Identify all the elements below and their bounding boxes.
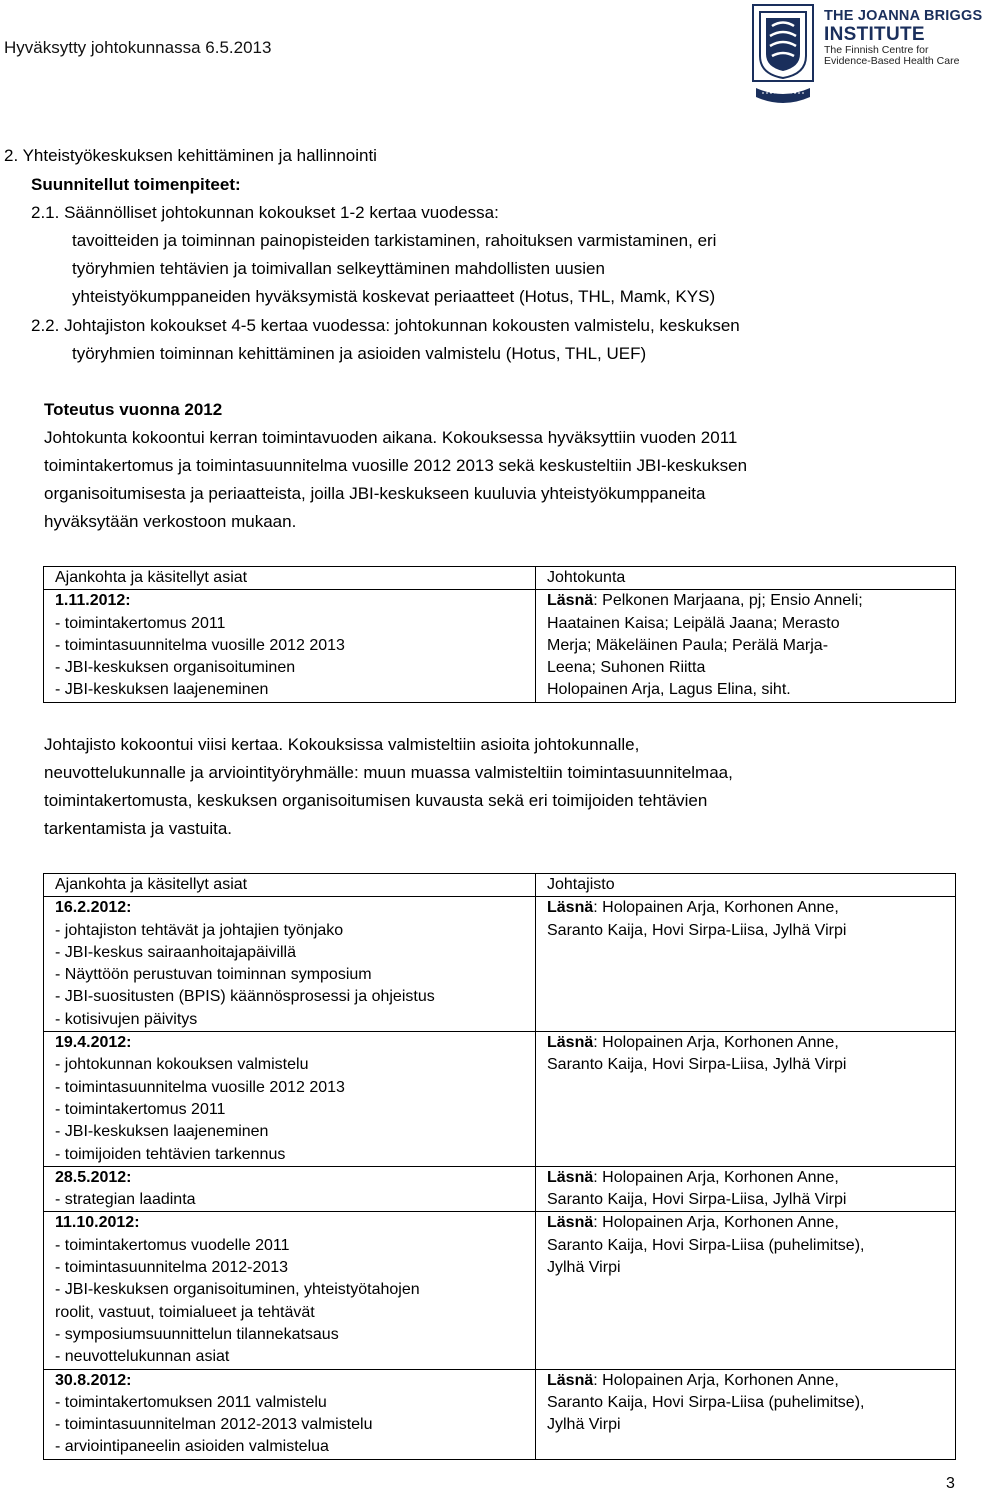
agenda-item: - Näyttöön perustuvan toiminnan symposium [55,966,372,984]
meeting-date: 11.10.2012: [55,1214,140,1232]
attendees-cell [536,590,956,702]
attendees-cell [536,1032,956,1167]
meeting-agenda-cell [44,1369,536,1459]
meeting-agenda-cell [44,897,536,1032]
approval-note: Hyväksytty johtokunnassa 6.5.2013 [4,38,272,57]
attendees-line: Holopainen Arja, Lagus Elina, siht. [547,681,791,699]
attendees-line: Saranto Kaija, Hovi Sirpa-Liisa, Jylhä Virpi [547,921,847,939]
agenda-item: - toimintasuunnitelma vuosille 2012 2013 [55,636,345,654]
agenda-item: - toimintakertomus 2011 [55,1100,226,1118]
results-paragraph-line: neuvottelukunnalle ja arviointityöryhmälle: muun muassa valmisteltiin toimintasuunnitelmaa, [44,763,733,782]
agenda-item: - neuvottelukunnan asiat [55,1348,230,1366]
attendees-cell [536,1369,956,1459]
meeting-agenda-cell [44,1032,536,1167]
agenda-item: - JBI-keskuksen laajeneminen [55,1123,269,1141]
meeting-agenda-cell [44,590,536,702]
page-number: 3 [946,1475,955,1492]
attendees-line: Saranto Kaija, Hovi Sirpa-Liisa, Jylhä Virpi [547,1191,847,1209]
plan-item-2-1-line: työryhmien tehtävien ja toimivallan selkeyttäminen mahdollisten uusien [72,259,605,278]
management-meetings-table [43,873,956,1460]
attendees-line: Saranto Kaija, Hovi Sirpa-Liisa, Jylhä Virpi [547,1056,847,1074]
agenda-item: - strategian laadinta [55,1191,196,1209]
plan-item-2-1-line: tavoitteiden ja toiminnan painopisteiden tarkistaminen, rahoituksen varmistaminen, eri [72,231,717,250]
results-paragraph-line: organisoitumisesta ja periaatteista, joilla JBI-keskukseen kuuluvia yhteistyökumppaneita [44,484,706,503]
results-paragraph-line: Johtajisto kokoontui viisi kertaa. Kokouksissa valmisteltiin asioita johtokunnalle, [44,735,640,754]
table-header-cell: Ajankohta ja käsitellyt asiat [44,874,536,897]
attendees-line: Läsnä: Holopainen Arja, Korhonen Anne, [547,1214,839,1232]
results-heading: Toteutus vuonna 2012 [44,400,223,419]
meeting-date: 30.8.2012: [55,1371,132,1389]
logo-line-4: Evidence-Based Health Care [824,55,960,67]
jbi-logo [752,4,982,108]
agenda-item: - JBI-suositusten (BPIS) käännösprosessi ja ohjeistus [55,988,435,1006]
agenda-item: - toimintasuunnitelma vuosille 2012 2013 [55,1078,345,1096]
agenda-item: - arviointipaneelin asioiden valmistelua [55,1438,329,1456]
logo-line-1: THE JOANNA BRIGGS [824,8,982,24]
results-paragraph-line: tarkentamista ja vastuita. [44,819,233,838]
attendees-line: Läsnä: Pelkonen Marjaana, pj; Ensio Anneli; [547,592,863,610]
plan-item-2-2: 2.2. Johtajiston kokoukset 4-5 kertaa vuodessa: johtokunnan kokousten valmistelu, keskuksen [31,316,740,335]
table-row [44,897,956,1032]
table-header-cell: Johtokunta [536,567,956,590]
meeting-agenda-cell [44,1212,536,1369]
jbi-emblem-icon [752,4,814,108]
table-row [44,1212,956,1369]
table-row [44,1369,956,1459]
attendees-line: Haatainen Kaisa; Leipälä Jaana; Merasto [547,614,840,632]
agenda-item: - JBI-keskuksen organisoituminen, yhteistyötahojen [55,1281,420,1299]
agenda-item: - symposiumsuunnittelun tilannekatsaus [55,1325,339,1343]
section-heading: 2. Yhteistyökeskuksen kehittäminen ja hallinnointi [4,146,377,165]
attendees-line: Läsnä: Holopainen Arja, Korhonen Anne, [547,899,839,917]
table-header-cell: Ajankohta ja käsitellyt asiat [44,567,536,590]
agenda-item: - JBI-keskuksen organisoituminen [55,659,296,677]
attendees-line: Läsnä: Holopainen Arja, Korhonen Anne, [547,1034,839,1052]
attendees-line: Jylhä Virpi [547,1259,621,1277]
agenda-item: - toimintasuunnitelman 2012-2013 valmistelu [55,1416,373,1434]
agenda-item: - johtokunnan kokouksen valmistelu [55,1056,309,1074]
attendees-line: Merja; Mäkeläinen Paula; Perälä Marja- [547,636,829,654]
meeting-agenda-cell [44,1166,536,1212]
results-paragraph-line: toimintakertomusta, keskuksen organisoitumisen kuvausta sekä eri toimijoiden tehtävien [44,791,708,810]
table-header-cell: Johtajisto [536,874,956,897]
meeting-date: 1.11.2012: [55,592,131,610]
agenda-item: - toimintakertomus vuodelle 2011 [55,1236,290,1254]
attendees-line: Jylhä Virpi [547,1416,621,1434]
attendees-cell [536,1166,956,1212]
agenda-item: - toimintakertomus 2011 [55,614,226,632]
table-row [44,1166,956,1212]
agenda-item: - johtajiston tehtävät ja johtajien työnjako [55,921,344,939]
attendees-line: Läsnä: Holopainen Arja, Korhonen Anne, [547,1371,839,1389]
board-meetings-table [43,566,956,703]
plan-item-2-1: 2.1. Säännölliset johtokunnan kokoukset 1-2 kertaa vuodessa: [31,203,499,222]
results-paragraph-line: toimintakertomus ja toimintasuunnitelma vuosille 2012 2013 sekä keskusteltiin JBI-keskuksen [44,456,748,475]
plan-item-2-2-line: työryhmien toiminnan kehittäminen ja asioiden valmistelu (Hotus, THL, UEF) [72,344,647,363]
attendees-cell [536,1212,956,1369]
agenda-item: - kotisivujen päivitys [55,1010,198,1028]
meeting-date: 28.5.2012: [55,1168,132,1186]
attendees-line: Saranto Kaija, Hovi Sirpa-Liisa (puhelimitse), [547,1393,865,1411]
meeting-date: 19.4.2012: [55,1034,132,1052]
attendees-line: Läsnä: Holopainen Arja, Korhonen Anne, [547,1168,839,1186]
attendees-line: Leena; Suhonen Riitta [547,659,706,677]
results-paragraph-line: hyväksytään verkostoon mukaan. [44,512,297,531]
agenda-item: - JBI-keskus sairaanhoitajapäivillä [55,943,296,961]
section-subheading: Suunnitellut toimenpiteet: [31,175,241,194]
logo-line-2: INSTITUTE [824,24,925,45]
agenda-item: - JBI-keskuksen laajeneminen [55,681,269,699]
agenda-item: - toimintasuunnitelma 2012-2013 [55,1259,289,1277]
table-row [44,590,956,702]
agenda-item: - toimijoiden tehtävien tarkennus [55,1145,286,1163]
attendees-cell [536,897,956,1032]
attendees-line: Saranto Kaija, Hovi Sirpa-Liisa (puhelimitse), [547,1236,865,1254]
meeting-date: 16.2.2012: [55,899,132,917]
results-paragraph-line: Johtokunta kokoontui kerran toimintavuoden aikana. Kokouksessa hyväksyttiin vuoden 2011 [44,428,738,447]
plan-item-2-1-line: yhteistyökumppaneiden hyväksymistä koskevat periaatteet (Hotus, THL, Mamk, KYS) [72,287,716,306]
agenda-item: - toimintakertomuksen 2011 valmistelu [55,1393,327,1411]
logo-line-3: The Finnish Centre for [824,44,929,56]
agenda-item: roolit, vastuut, toimialueet ja tehtävät [55,1303,315,1321]
table-row [44,1032,956,1167]
